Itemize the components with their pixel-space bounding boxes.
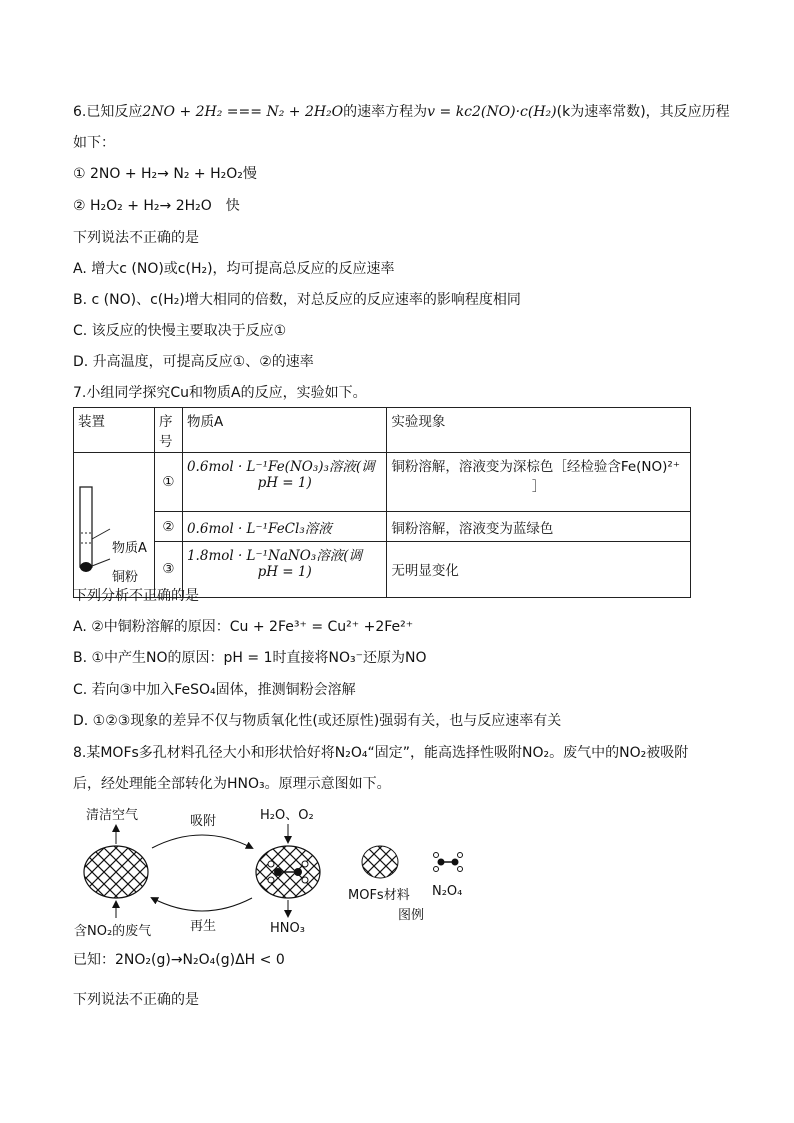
label-h2o-o2: H₂O、O₂ — [260, 808, 314, 823]
legend-mofs-label: MOFs材料 — [348, 888, 410, 903]
q8-stem: 下列说法不正确的是 — [73, 992, 199, 1008]
q8-line1: 8.某MOFs多孔材料孔径大小和形状恰好将N₂O₄“固定”，能高选择性吸附NO₂。废气中的NO₂被吸附 — [73, 745, 689, 761]
q6-option-c: C. 该反应的快慢主要取决于反应① — [73, 323, 287, 339]
row1-substance: 0.6mol · L⁻¹Fe(NO₃)₃溶液(调 pH = 1) — [182, 453, 386, 512]
q6-step2: ② H₂O₂ + H₂→ 2H₂O 快 — [73, 198, 240, 214]
q6-line1: 6.已知反应2NO + 2H₂ === N₂ + 2H₂O的速率方程为v = kc2(NO)·c(H₂)(k为速率常数)，其反应历程 — [73, 104, 730, 120]
header-observation: 实验现象 — [387, 408, 691, 453]
mofs-right — [256, 846, 320, 898]
label-adsorb: 吸附 — [190, 814, 217, 829]
header-apparatus: 装置 — [74, 408, 155, 453]
label-clean-air: 清洁空气 — [86, 808, 139, 823]
row1-number: ① — [155, 453, 183, 512]
header-substance: 物质A — [182, 408, 386, 453]
q6-stem: 下列说法不正确的是 — [73, 230, 199, 246]
apparatus-cell — [74, 453, 155, 598]
q6-step1: ① 2NO + H₂→ N₂ + H₂O₂慢 — [73, 166, 257, 182]
row2-number: ② — [155, 512, 183, 542]
legend-n2o4-icon — [434, 853, 463, 872]
q7-stem: 下列分析不正确的是 — [73, 588, 199, 604]
q7-title: 7.小组同学探究Cu和物质A的反应，实验如下。 — [73, 385, 367, 401]
header-number: 序号 — [155, 408, 183, 453]
legend-mofs-icon — [362, 846, 398, 878]
q6-option-b: B. c (NO)、c(H₂)增大相同的倍数，对总反应的反应速率的影响程度相同 — [73, 292, 521, 308]
label-hno3: HNO₃ — [270, 921, 305, 936]
experiment-table — [73, 407, 691, 598]
q6-option-a: A. 增大c (NO)或c(H₂)，均可提高总反应的反应速率 — [73, 261, 395, 277]
row3-substance: 1.8mol · L⁻¹NaNO₃溶液(调 pH = 1) — [182, 541, 386, 597]
q8-line2: 后，经处理能全部转化为HNO₃。原理示意图如下。 — [73, 776, 391, 792]
mofs-left — [84, 846, 148, 898]
mofs-diagram — [68, 800, 488, 940]
row2-substance: 0.6mol · L⁻¹FeCl₃溶液 — [182, 512, 386, 542]
row3-observation: 无明显变化 — [387, 541, 691, 597]
row2-observation: 铜粉溶解，溶液变为蓝绿色 — [387, 512, 691, 542]
q7-option-b: B. ①中产生NO的原因：pH = 1时直接将NO₃⁻还原为NO — [73, 650, 427, 666]
label-waste-gas: 含NO₂的废气 — [74, 924, 152, 939]
tube-label-substance: 物质A — [112, 541, 147, 556]
q7-option-c: C. 若向③中加入FeSO₄固体，推测铜粉会溶解 — [73, 682, 356, 698]
q6-line2: 如下： — [73, 135, 115, 151]
legend-title: 图例 — [398, 908, 425, 923]
row1-observation: 铜粉溶解，溶液变为深棕色［经检验含Fe(NO)²⁺ ］ — [387, 453, 691, 512]
q7-option-d: D. ①②③现象的差异不仅与物质氧化性(或还原性)强弱有关，也与反应速率有关 — [73, 713, 562, 729]
q6-option-d: D. 升高温度，可提高反应①、②的速率 — [73, 354, 314, 370]
label-regen: 再生 — [190, 919, 217, 934]
row3-number: ③ — [155, 541, 183, 597]
tube-label-copper: 铜粉 — [112, 570, 139, 585]
q8-known: 已知：2NO₂(g)→N₂O₄(g)ΔH < 0 — [73, 952, 285, 968]
q7-option-a: A. ②中铜粉溶解的原因：Cu + 2Fe³⁺ = Cu²⁺ +2Fe²⁺ — [73, 619, 414, 635]
legend-n2o4-label: N₂O₄ — [432, 884, 463, 899]
